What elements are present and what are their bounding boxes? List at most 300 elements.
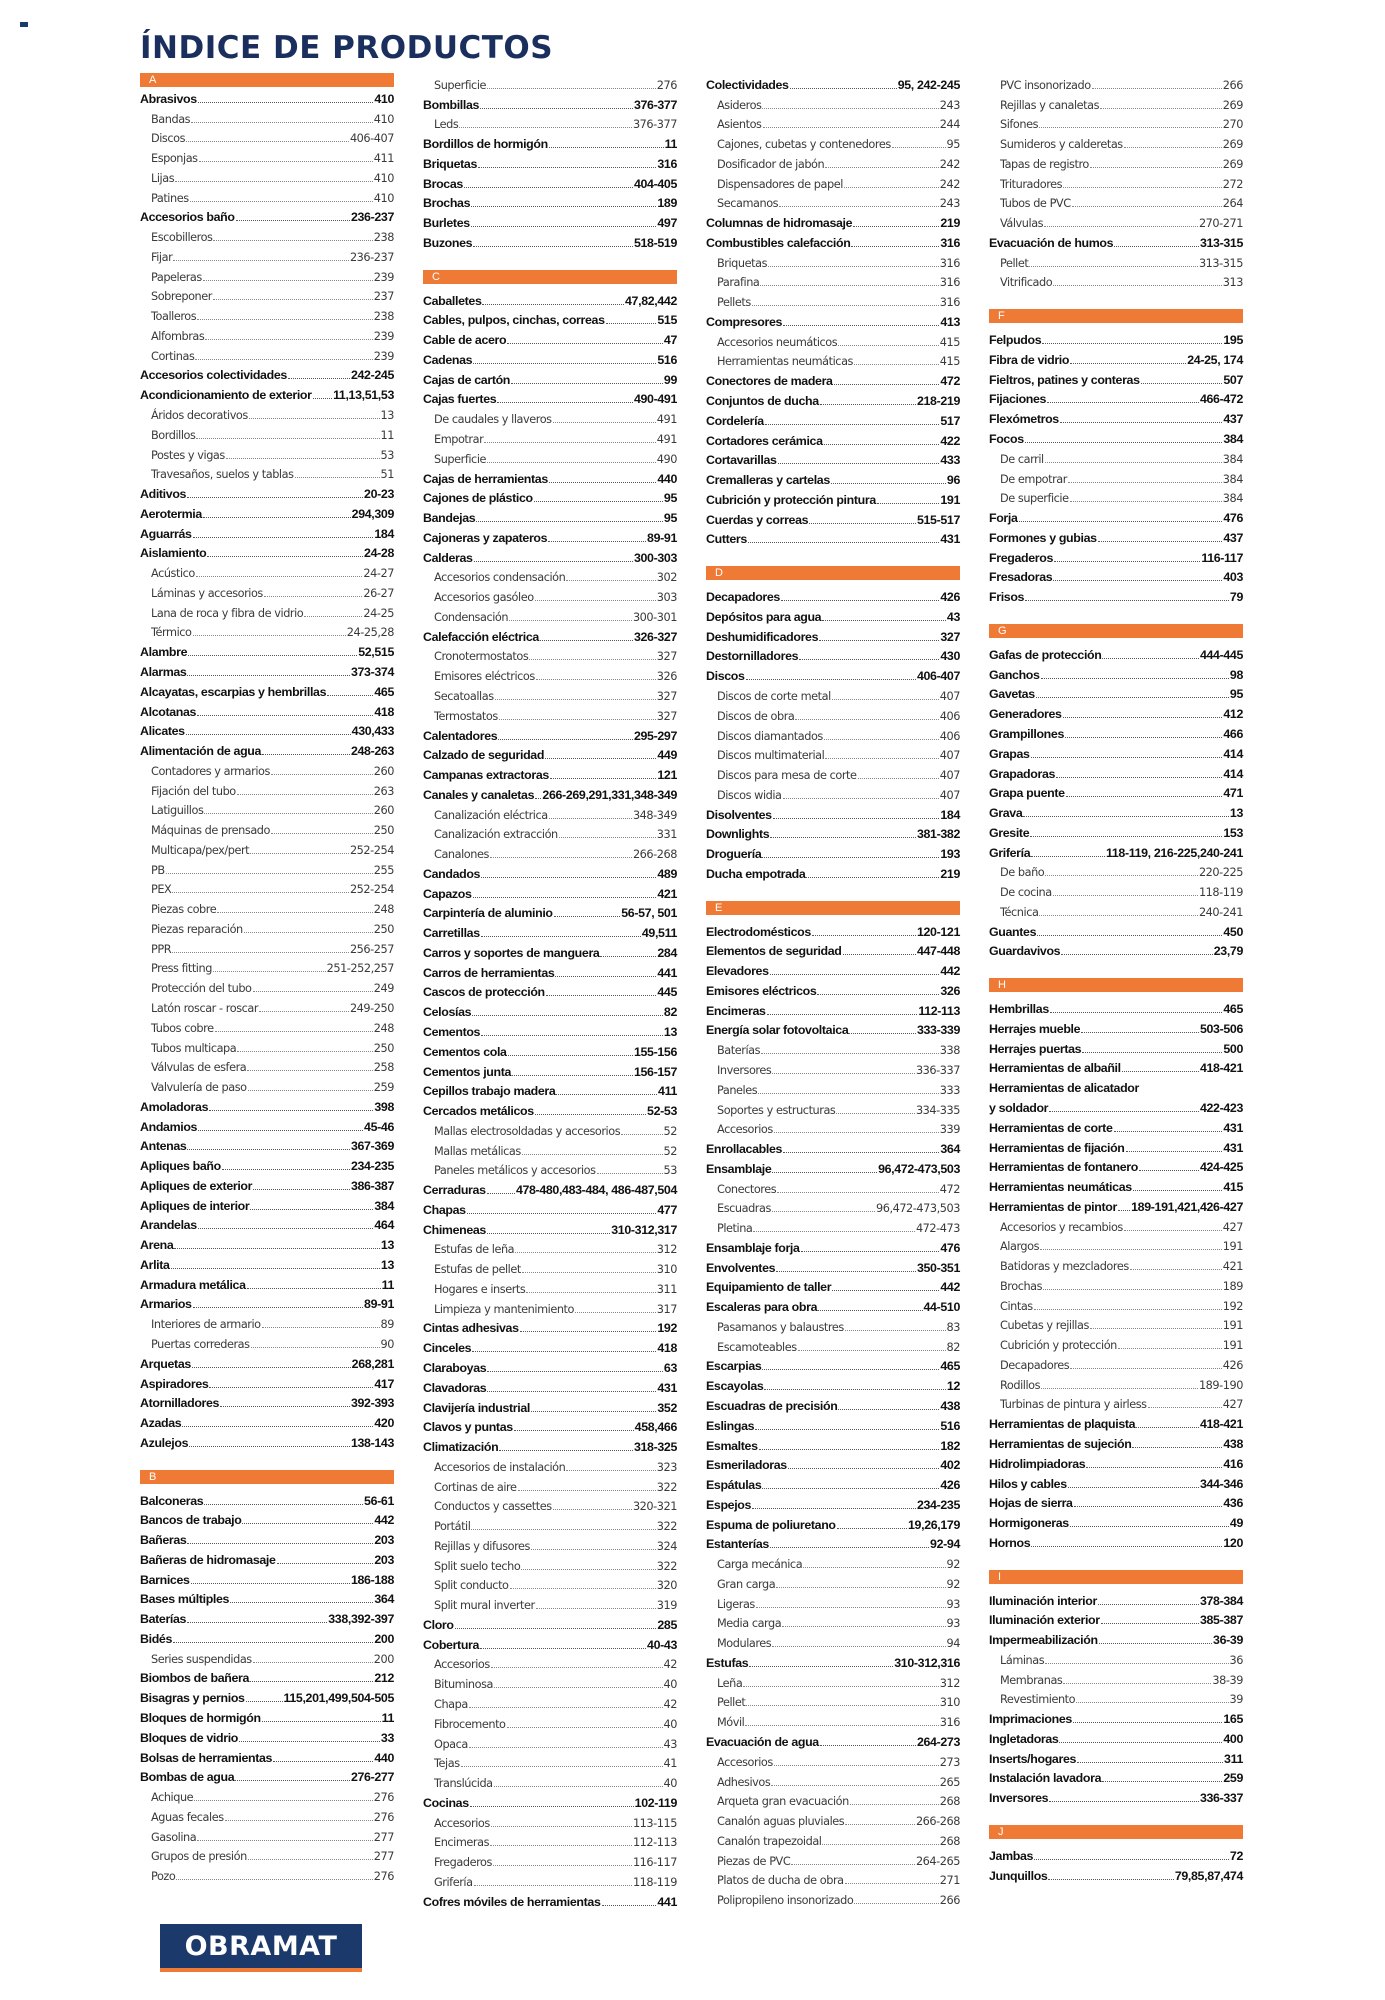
dot-leader xyxy=(1037,935,1222,936)
page-number: 437 xyxy=(1223,530,1243,545)
dot-leader xyxy=(782,1626,945,1627)
index-subentry xyxy=(706,1671,960,1691)
entry-label: Grupos de presión xyxy=(151,1850,247,1864)
entry-label: Imprimaciones xyxy=(989,1712,1072,1727)
entry-label: Iluminación exterior xyxy=(989,1613,1100,1628)
entry-label: Rejillas y canaletas xyxy=(1000,98,1100,112)
page-number: 412 xyxy=(1223,707,1243,722)
entry-label: Escarpias xyxy=(706,1359,762,1374)
index-subentry xyxy=(989,1254,1243,1274)
entry-label: Modulares xyxy=(717,1637,772,1651)
index-entry xyxy=(706,862,960,882)
index-subentry xyxy=(140,858,394,878)
dot-leader xyxy=(498,739,633,740)
dot-leader xyxy=(186,734,351,735)
entry-label: Cronotermostatos xyxy=(434,650,529,664)
entry-label: Felpudos xyxy=(989,333,1042,348)
page-number: 56-57, 501 xyxy=(621,906,677,921)
index-entry xyxy=(989,663,1243,683)
entry-label: Climatización xyxy=(423,1440,499,1455)
page-number: 465 xyxy=(940,1359,960,1374)
dot-leader xyxy=(470,1806,634,1807)
page-number: 319 xyxy=(656,1599,677,1613)
page-number: 338,392-397 xyxy=(328,1612,394,1627)
dot-leader xyxy=(313,398,332,399)
entry-label: Evacuación de humos xyxy=(989,235,1114,250)
section-header: C xyxy=(423,270,677,284)
entry-label: Encimeras xyxy=(434,1836,490,1850)
dot-leader xyxy=(749,1666,893,1667)
page-number: 376-377 xyxy=(633,97,677,112)
index-subentry xyxy=(423,1593,677,1613)
page-number: 112-113 xyxy=(918,1003,960,1018)
dot-leader xyxy=(288,378,350,379)
entry-label: Cortinas xyxy=(151,349,195,363)
dot-leader xyxy=(467,1213,657,1214)
dot-leader xyxy=(795,719,938,720)
page-number: 92 xyxy=(946,1577,960,1591)
index-subentry xyxy=(423,842,677,862)
entry-label: Grapas xyxy=(989,746,1030,761)
dot-leader xyxy=(545,758,656,759)
dot-leader xyxy=(1054,561,1200,562)
dot-leader xyxy=(1099,1643,1212,1644)
entry-label: Deshumidificadores xyxy=(706,629,819,644)
page-number: 413 xyxy=(940,314,960,329)
index-entry xyxy=(423,368,677,388)
entry-label: Apliques de interior xyxy=(140,1198,250,1213)
entry-label: Inserts/hogares xyxy=(989,1751,1077,1766)
page-number: 242 xyxy=(939,157,960,171)
index-subentry xyxy=(423,1159,677,1179)
page-number: 24-25,28 xyxy=(346,626,394,640)
page-number: 322 xyxy=(656,1480,677,1494)
entry-label: Portátil xyxy=(434,1520,471,1534)
dot-leader xyxy=(264,596,363,597)
index-subentry xyxy=(706,152,960,172)
page-number: 20-23 xyxy=(364,487,394,502)
entry-label: Cortinas de aire xyxy=(434,1480,517,1494)
dot-leader xyxy=(526,1292,655,1293)
index-subentry xyxy=(989,1353,1243,1373)
dot-leader xyxy=(476,521,663,522)
page-number: 507 xyxy=(1223,372,1243,387)
page-number: 316 xyxy=(939,276,960,290)
entry-label: Translúcida xyxy=(434,1777,493,1791)
entry-label: Herramientas de fijación xyxy=(989,1140,1125,1155)
dot-leader xyxy=(1126,1151,1223,1152)
page-number: 120 xyxy=(1223,1535,1243,1550)
entry-label: Tubos de PVC xyxy=(1000,197,1071,211)
index-entry xyxy=(140,640,394,660)
dot-leader xyxy=(273,1761,373,1762)
dot-leader xyxy=(798,1350,946,1351)
index-subentry xyxy=(989,1294,1243,1314)
dot-leader xyxy=(471,206,656,207)
page-number: 303 xyxy=(656,591,677,605)
entry-label: Pellet xyxy=(717,1696,746,1710)
page-number: 378-384 xyxy=(1199,1593,1243,1608)
page-number: 156-157 xyxy=(633,1064,677,1079)
index-entry xyxy=(989,782,1243,802)
dot-leader xyxy=(550,778,656,779)
page-number: 24-28 xyxy=(364,546,394,561)
page-number: 324 xyxy=(656,1539,677,1553)
page-number: 364 xyxy=(940,1142,960,1157)
page-number: 263 xyxy=(373,784,394,798)
index-subentry xyxy=(423,113,677,133)
dot-leader xyxy=(207,556,363,557)
entry-label: Alcotanas xyxy=(140,704,197,719)
index-subentry xyxy=(423,585,677,605)
index-entry xyxy=(706,73,960,93)
dot-leader xyxy=(459,127,632,128)
dot-leader xyxy=(295,477,380,478)
entry-label: Válvulas de esfera xyxy=(151,1061,247,1075)
entry-label: Arena xyxy=(140,1238,174,1253)
page-number: 316 xyxy=(940,235,960,250)
index-subentry xyxy=(989,271,1243,291)
index-subentry xyxy=(706,1098,960,1118)
entry-label: Vitrificado xyxy=(1000,276,1053,290)
page-number: 93 xyxy=(946,1597,960,1611)
page-number: 338 xyxy=(939,1044,960,1058)
page-number: 417 xyxy=(374,1376,394,1391)
index-entry xyxy=(140,1095,394,1115)
index-subentry xyxy=(140,166,394,186)
dot-leader xyxy=(490,1845,632,1846)
entry-label: Espuma de poliuretano xyxy=(706,1517,836,1532)
dot-leader xyxy=(172,892,349,893)
dot-leader xyxy=(173,260,349,261)
index-entry xyxy=(989,388,1243,408)
entry-label: Latiguillos xyxy=(151,804,204,818)
page-number: 265 xyxy=(939,1775,960,1789)
index-entry xyxy=(989,683,1243,703)
index-subentry xyxy=(706,1038,960,1058)
page-number: 327 xyxy=(656,689,677,703)
page-number: 406-407 xyxy=(916,669,960,684)
dot-leader xyxy=(191,1583,350,1584)
page-number: 212 xyxy=(374,1671,394,1686)
entry-label: Ligeras xyxy=(717,1597,755,1611)
dot-leader xyxy=(515,1252,656,1253)
entry-label: Hilos y cables xyxy=(989,1476,1067,1491)
dot-leader xyxy=(825,758,938,759)
index-entry xyxy=(989,997,1243,1017)
entry-label: Ducha empotrada xyxy=(706,866,806,881)
section-header: G xyxy=(989,624,1243,638)
entry-label: Tejas xyxy=(434,1757,460,1771)
entry-label: Herramientas de plaquista xyxy=(989,1417,1136,1432)
dot-leader xyxy=(197,319,373,320)
entry-label: Herramientas de alicatador xyxy=(989,1081,1139,1096)
index-subentry xyxy=(423,1850,677,1870)
entry-label: De caudales y llaveros xyxy=(434,413,552,427)
page-number: 310-312,316 xyxy=(894,1655,960,1670)
entry-label: Cintas xyxy=(1000,1299,1033,1313)
entry-label: Accesorios colectividades xyxy=(140,368,287,383)
entry-label: Platos de ducha de obra xyxy=(717,1874,844,1888)
entry-label: Herramientas de pintor xyxy=(989,1199,1117,1214)
index-subentry xyxy=(989,447,1243,467)
page-number: 490-491 xyxy=(633,392,677,407)
entry-label: Flexómetros xyxy=(989,412,1059,427)
index-entry xyxy=(989,1531,1243,1551)
index-entry xyxy=(423,882,677,902)
dot-leader xyxy=(507,343,663,344)
dot-leader xyxy=(473,246,633,247)
page-number: 406 xyxy=(939,709,960,723)
index-subentry xyxy=(423,823,677,843)
entry-label: Encimeras xyxy=(706,1003,766,1018)
index-subentry xyxy=(706,1552,960,1572)
index-entry xyxy=(140,1431,394,1451)
index-entry xyxy=(989,821,1243,841)
entry-label: Antenas xyxy=(140,1139,187,1154)
dot-leader xyxy=(778,463,940,464)
entry-label: Carpintería de aluminio xyxy=(423,906,553,921)
entry-label: Briquetas xyxy=(717,256,768,270)
entry-label: Adhesivos xyxy=(717,1775,771,1789)
dot-leader xyxy=(822,1844,938,1845)
page-number: 320-321 xyxy=(632,1500,677,1514)
dot-leader xyxy=(262,754,350,755)
entry-label: Aerotermia xyxy=(140,506,202,521)
index-entry xyxy=(706,842,960,862)
dot-leader xyxy=(748,542,939,543)
index-subentry xyxy=(423,1297,677,1317)
dot-leader xyxy=(756,1607,946,1608)
page-number: 442 xyxy=(940,1280,960,1295)
index-subentry xyxy=(706,1118,960,1138)
page-number: 447-448 xyxy=(916,944,960,959)
entry-label: Carros y soportes de manguera xyxy=(423,945,600,960)
index-entry xyxy=(706,528,960,548)
index-entry xyxy=(989,1609,1243,1629)
index-subentry xyxy=(706,684,960,704)
page-number: 96 xyxy=(946,473,960,488)
entry-label: Hogares e inserts xyxy=(434,1282,526,1296)
entry-label: Cubrición y protección pintura xyxy=(706,492,876,507)
dot-leader xyxy=(774,1132,939,1133)
index-entry xyxy=(989,1786,1243,1806)
dot-leader xyxy=(198,1130,363,1131)
index-subentry xyxy=(706,1197,960,1217)
dot-leader xyxy=(556,1094,657,1095)
dot-leader xyxy=(487,1193,515,1194)
dot-leader xyxy=(770,837,916,838)
index-entry xyxy=(706,1730,960,1750)
dot-leader xyxy=(1148,1407,1222,1408)
page-number: 218-219 xyxy=(916,394,960,409)
entry-label: Hembrillas xyxy=(989,1002,1049,1017)
dot-leader xyxy=(1025,442,1223,443)
index-subentry xyxy=(140,838,394,858)
entry-label: Inversores xyxy=(989,1791,1049,1806)
dot-leader xyxy=(531,1549,656,1550)
dot-leader xyxy=(508,1055,633,1056)
index-entry xyxy=(706,664,960,684)
entry-label: Gasolina xyxy=(151,1830,197,1844)
entry-label: Chapa xyxy=(434,1698,468,1712)
index-entry xyxy=(140,1411,394,1431)
page-number: 276 xyxy=(373,1870,394,1884)
entry-label: Jambas xyxy=(989,1849,1034,1864)
index-entry xyxy=(989,1037,1243,1057)
dot-leader xyxy=(250,853,349,854)
dot-leader xyxy=(478,167,656,168)
page-number: 138-143 xyxy=(350,1435,394,1450)
index-entry xyxy=(140,383,394,403)
entry-label: Herramientas de sujeción xyxy=(989,1437,1132,1451)
index-entry xyxy=(423,1218,677,1238)
page-number: 407 xyxy=(939,689,960,703)
obramat-logo xyxy=(160,1924,362,1968)
index-entry xyxy=(140,1154,394,1174)
entry-label: PVC insonorizado xyxy=(1000,78,1091,92)
entry-label: Energía solar fotovoltaica xyxy=(706,1023,849,1038)
index-subentry xyxy=(989,211,1243,231)
index-subentry xyxy=(706,113,960,133)
page-number: 239 xyxy=(373,349,394,363)
entry-label: Asientos xyxy=(717,118,762,132)
index-subentry xyxy=(989,1648,1243,1668)
dot-leader xyxy=(199,161,373,162)
dot-leader xyxy=(767,1014,918,1015)
page-number: 476 xyxy=(940,1240,960,1255)
dot-leader xyxy=(1118,1348,1222,1349)
entry-label: Cintas adhesivas xyxy=(423,1321,519,1336)
page-number: 441 xyxy=(657,965,677,980)
page-number: 24-27 xyxy=(363,567,394,581)
page-number: 165 xyxy=(1223,1712,1243,1727)
page-number: 497 xyxy=(657,216,677,231)
page-number: 11 xyxy=(381,1711,394,1726)
page-number: 384 xyxy=(1222,452,1243,466)
dot-leader xyxy=(173,1642,373,1643)
entry-label: Cubrición y protección xyxy=(1000,1339,1117,1353)
index-entry xyxy=(140,1194,394,1214)
page-number: 53 xyxy=(663,1164,677,1178)
index-entry xyxy=(989,1589,1243,1609)
page-number: 431 xyxy=(1223,1140,1243,1155)
entry-label: Discos de corte metal xyxy=(717,689,831,703)
index-entry xyxy=(706,920,960,940)
dot-leader xyxy=(171,1268,380,1269)
index-entry xyxy=(423,467,677,487)
index-entry xyxy=(140,1588,394,1608)
entry-label: Discos multimaterial xyxy=(717,749,825,763)
entry-label: Gresite xyxy=(989,825,1030,840)
page-number: 310 xyxy=(939,1696,960,1710)
entry-label: Cajones, cubetas y contenedores xyxy=(717,138,891,152)
entry-label: Discos para mesa de corte xyxy=(717,769,857,783)
entry-label: Cepillos trabajo madera xyxy=(423,1084,556,1099)
page-number: 191 xyxy=(1222,1240,1243,1254)
index-entry xyxy=(706,468,960,488)
entry-label: Carga mecánica xyxy=(717,1558,803,1572)
index-subentry xyxy=(140,818,394,838)
dot-leader xyxy=(621,1134,662,1135)
page-number: 41 xyxy=(663,1757,677,1771)
index-subentry xyxy=(706,1691,960,1711)
page-number: 515 xyxy=(657,313,677,328)
dot-leader xyxy=(832,699,939,700)
dot-leader xyxy=(788,1468,940,1469)
entry-label: Escayolas xyxy=(706,1379,764,1394)
page-number: 189 xyxy=(1222,1279,1243,1293)
dot-leader xyxy=(801,1251,940,1252)
entry-label: Conectores xyxy=(717,1182,777,1196)
dot-leader xyxy=(853,226,939,227)
index-entry xyxy=(423,941,677,961)
page-number: 249-250 xyxy=(349,1001,394,1015)
dot-leader xyxy=(1053,580,1222,581)
dot-leader xyxy=(781,600,939,601)
dot-leader xyxy=(1025,600,1229,601)
page-number: 316 xyxy=(657,156,677,171)
dot-leader xyxy=(203,517,351,518)
page-number: 422 xyxy=(940,433,960,448)
page-number: 72 xyxy=(1229,1849,1243,1864)
entry-label: Arquetas xyxy=(140,1356,191,1371)
index-entry xyxy=(140,1174,394,1194)
index-entry xyxy=(140,87,394,107)
index-entry xyxy=(423,744,677,764)
entry-label: Membranas xyxy=(1000,1673,1063,1687)
entry-label: Gavetas xyxy=(989,687,1035,702)
entry-label: Arandelas xyxy=(140,1218,197,1233)
page-number: 313-315 xyxy=(1198,256,1243,270)
section-header: I xyxy=(989,1570,1243,1584)
page-number: 441 xyxy=(657,1894,677,1909)
page-number: 430 xyxy=(940,649,960,664)
page-number: 440 xyxy=(374,1750,394,1765)
index-entry xyxy=(140,206,394,226)
dot-leader xyxy=(836,1113,915,1114)
index-column-1 xyxy=(140,73,394,1884)
entry-label: Cobertura xyxy=(423,1637,480,1652)
dot-leader xyxy=(1082,1052,1222,1053)
page-number: 238 xyxy=(373,231,394,245)
entry-label: Grampillones xyxy=(989,726,1064,741)
page-number: 116-117 xyxy=(632,1856,677,1870)
index-entry xyxy=(989,407,1243,427)
entry-label: Áridos decorativos xyxy=(151,409,248,423)
entry-label: Achique xyxy=(151,1791,194,1805)
index-subentry xyxy=(706,1710,960,1730)
dot-leader xyxy=(514,1430,634,1431)
index-subentry xyxy=(706,1612,960,1632)
dot-leader xyxy=(783,325,939,326)
page-number: 415 xyxy=(1223,1180,1243,1195)
index-entry xyxy=(423,506,677,526)
index-entry xyxy=(706,979,960,999)
page-number: 445 xyxy=(657,985,677,1000)
index-subentry xyxy=(706,704,960,724)
entry-label: Técnica xyxy=(1000,905,1039,919)
dot-leader xyxy=(522,1272,656,1273)
page-number: 438 xyxy=(1223,1437,1243,1451)
dot-leader xyxy=(1060,422,1223,423)
index-entry xyxy=(423,1040,677,1060)
dot-leader xyxy=(327,695,373,696)
entry-label: Armadura metálica xyxy=(140,1277,246,1292)
entry-label: Fresadoras xyxy=(989,570,1053,585)
dot-leader xyxy=(1072,206,1222,207)
index-subentry xyxy=(423,1831,677,1851)
